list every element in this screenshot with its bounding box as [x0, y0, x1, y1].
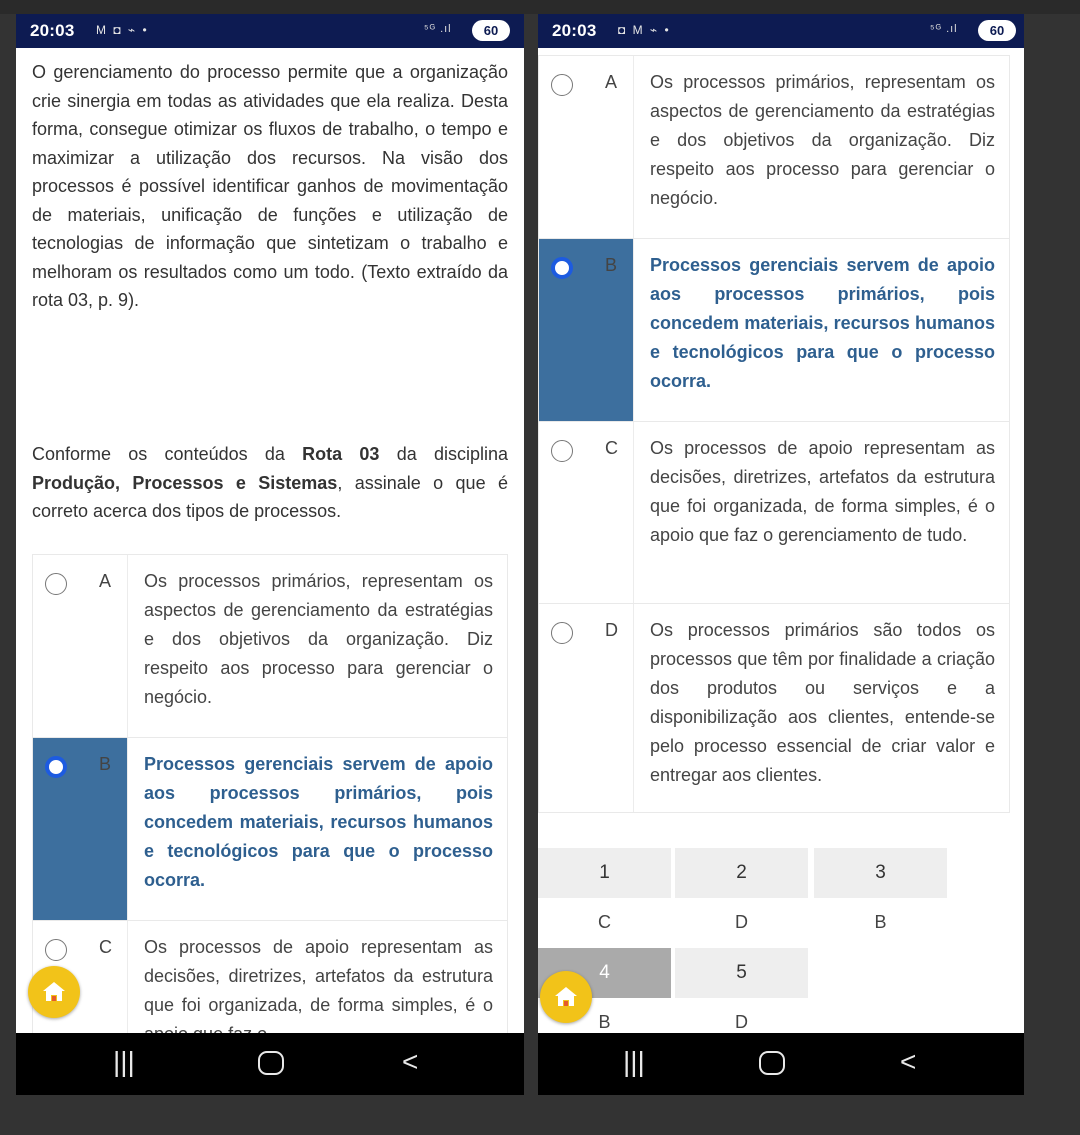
option-b-letter: B	[99, 754, 112, 774]
system-navigation-bar	[538, 1033, 1024, 1095]
option-c-radio[interactable]	[45, 939, 67, 961]
option-c-text: Os processos de apoio representam as decisões, diretrizes, artefatos da estrutura que foi organizada, de forma simples, é o apoio que faz o gerenciamento de tudo.	[650, 438, 995, 545]
question-nav-1-answer: C	[598, 912, 611, 932]
option-a-letter: A	[99, 571, 112, 591]
home-button[interactable]	[28, 966, 80, 1018]
battery-icon: 60	[472, 20, 510, 41]
option-d-letter: D	[605, 620, 618, 640]
question-part: , assinale o que é correto acerca dos tipos de processos.	[32, 472, 508, 521]
question-text	[32, 440, 508, 526]
content-area	[538, 48, 1024, 1033]
home-circle-button[interactable]	[258, 1051, 284, 1075]
home-icon	[40, 978, 68, 1006]
question-nav-4-answer: B	[598, 1012, 611, 1032]
question-nav-4[interactable]: 4	[538, 948, 671, 998]
right-screen	[538, 14, 1024, 1095]
option-c[interactable]	[538, 421, 1010, 603]
question-part: Conforme os conteúdos da	[32, 444, 303, 464]
notification-icons: ◘ M ⌁ •	[618, 23, 671, 37]
option-b-radio[interactable]	[551, 257, 573, 279]
option-c-text: Os processos de apoio representam as decisões, diretrizes, artefatos da estrutura que foi organizada, de forma simples, é o	[144, 937, 493, 1015]
back-button[interactable]: <	[900, 1046, 917, 1077]
bottom-frame	[0, 1095, 1080, 1135]
option-a-letter: A	[605, 72, 618, 92]
option-b-text: Processos gerenciais servem de apoio aos processos primários, pois concedem materiais, recursos humanos e tecnológicos para que o processo ocorra.	[144, 754, 493, 890]
signal-icon: ⁵ᴳ .ıl	[424, 23, 452, 35]
question-part: da disciplina	[379, 444, 509, 464]
question-nav-5[interactable]: 5	[675, 948, 808, 998]
status-time: 20:03	[30, 21, 75, 40]
home-button[interactable]	[540, 971, 592, 1023]
option-b[interactable]	[538, 238, 1010, 421]
option-b-radio[interactable]	[45, 756, 67, 778]
left-screen	[16, 14, 524, 1095]
option-c-letter: C	[605, 438, 618, 458]
question-nav-1[interactable]: 1	[538, 848, 671, 898]
back-button[interactable]: <	[402, 1046, 419, 1077]
option-divider	[633, 604, 634, 812]
passage-text: O gerenciamento do processo permite que a organização crie sinergia em todas as atividades que ela realiza. Desta forma, consegue otimizar os fluxos de trabalho, o tempo e maximizar a utilização dos recursos. Na visão dos processos é possível identificar ganhos de movimentação de materiais, unificação de funções e utilização de tecnologias de informação que sintetizam o trabalho e melhoram os resultados como um todo. (Texto extraído da rota 03, p. 9).	[32, 62, 508, 310]
home-icon	[552, 983, 580, 1011]
question-nav-3[interactable]: 3	[814, 848, 947, 898]
question-bold-discipline: Produção, Processos e Sistemas	[32, 472, 338, 493]
question-nav-5-answer: D	[735, 1012, 748, 1032]
system-navigation-bar	[16, 1033, 524, 1095]
battery-icon: 60	[978, 20, 1016, 41]
question-nav-3-answer: B	[874, 912, 887, 932]
option-b[interactable]	[32, 737, 508, 920]
option-b-letter: B	[605, 255, 618, 275]
option-a-radio[interactable]	[45, 573, 67, 595]
option-divider	[127, 555, 128, 737]
question-nav-2[interactable]: 2	[675, 848, 808, 898]
top-frame	[0, 0, 1080, 14]
option-a-text: Os processos primários, representam os aspectos de gerenciamento da estratégias e dos objetivos da organização. Diz respeito aos processo para gerenciar o negócio.	[144, 571, 493, 707]
option-a-text: Os processos primários, representam os aspectos de gerenciamento da estratégias e dos objetivos da organização. Diz respeito aos processo para gerenciar o negócio.	[650, 72, 995, 208]
option-divider	[633, 239, 634, 421]
option-divider	[127, 738, 128, 920]
notification-icons: M ◘ ⌁ •	[96, 23, 149, 37]
option-a[interactable]	[32, 554, 508, 737]
question-nav-2-answer: D	[735, 912, 748, 932]
recent-apps-button[interactable]: |||	[623, 1046, 645, 1077]
recent-apps-button[interactable]: |||	[113, 1046, 135, 1077]
question-bold-rota: Rota 03	[302, 444, 380, 464]
status-time: 20:03	[552, 21, 597, 40]
home-circle-button[interactable]	[759, 1051, 785, 1075]
option-d-radio[interactable]	[551, 622, 573, 644]
status-bar	[16, 14, 524, 48]
status-bar	[538, 14, 1024, 48]
signal-icon: ⁵ᴳ .ıl	[930, 23, 958, 35]
option-c-letter: C	[99, 937, 112, 957]
option-b-text: Processos gerenciais servem de apoio aos processos primários, pois concedem materiais, recursos humanos e tecnológicos para que o processo ocorra.	[650, 255, 995, 391]
option-d[interactable]	[538, 603, 1010, 813]
option-divider	[633, 422, 634, 603]
content-area	[16, 48, 524, 1033]
option-a[interactable]	[538, 55, 1010, 238]
option-divider	[633, 56, 634, 238]
option-c-radio[interactable]	[551, 440, 573, 462]
option-d-text: Os processos primários são todos os processos que têm por finalidade a criação dos produtos ou serviços e a disponibilização aos clientes, entende-se pelo processo essencial de criar valor e entregar aos clientes.	[650, 620, 995, 785]
option-a-radio[interactable]	[551, 74, 573, 96]
